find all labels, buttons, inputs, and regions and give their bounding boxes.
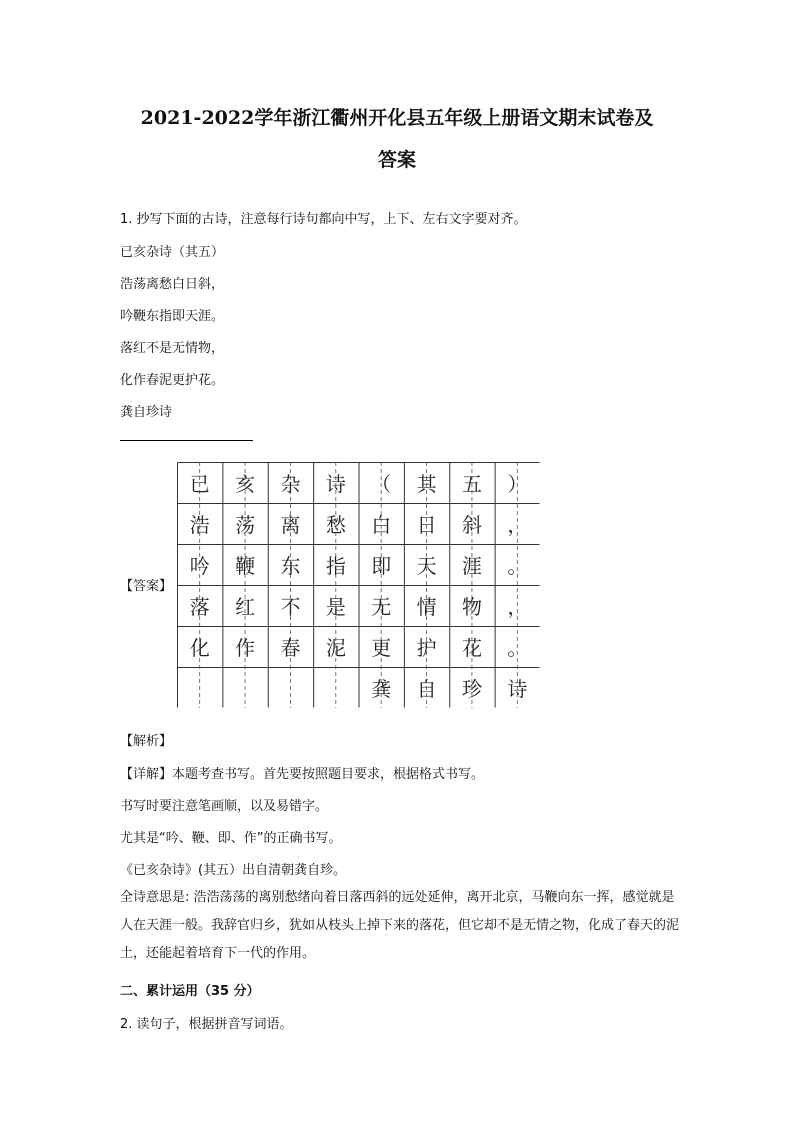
grid-cell: 已	[189, 472, 210, 496]
grid-cell: 吟	[189, 554, 210, 578]
grid-cell: 自	[416, 677, 437, 701]
grid-cell: 白	[371, 513, 392, 537]
grid-cell: 杂	[280, 472, 301, 496]
grid-cell: 春	[280, 636, 301, 660]
grid-cell: 诗	[325, 472, 346, 496]
answer-label: 【答案】	[120, 579, 173, 594]
grid-cell: 泥	[325, 636, 346, 660]
poem-line-4: 化作春泥更护花。	[120, 373, 225, 388]
grid-cell: 浩	[189, 513, 210, 537]
grid-cell: 日	[416, 513, 437, 537]
poem-line-3: 落红不是无情物，	[120, 341, 225, 356]
analysis-label: 【解析】	[120, 734, 173, 749]
grid-cell	[222, 667, 267, 708]
grid-cell: 是	[325, 595, 346, 619]
grid-cell: ，	[507, 513, 528, 537]
note-3: 《已亥杂诗》(其五）出自清朝龚自珍。	[120, 863, 347, 878]
grid-cell: 即	[371, 554, 392, 578]
note-2: 尤其是“吟、鞭、即、作”的正确书写。	[120, 831, 342, 846]
poem-line-2: 吟鞭东指即天涯。	[120, 309, 225, 324]
doc-title-line2: 答案	[377, 149, 416, 171]
poem-meaning: 全诗意思是: 浩浩荡荡的离别愁绪向着日落西斜的远处延伸，离开北京，马鞭向东一挥，感觉就是人在天涯一般。我辞官归乡，犹如从枝头上掉下来的落花，但它却不是无情之物，化成了春天的泥土，还能起着培育下一代的作用。	[120, 890, 680, 961]
grid-cell: 物	[461, 595, 482, 619]
grid-cell: 天	[416, 554, 437, 578]
poem-title: 已亥杂诗（其五）	[120, 245, 225, 260]
note-1: 书写时要注意笔画顺，以及易错字。	[120, 799, 329, 814]
grid-cell: 作	[235, 636, 256, 660]
detail-text: 【详解】本题考查书写。首先要按照题目要求，根据格式书写。	[120, 767, 485, 782]
grid-cell: 情	[416, 595, 437, 619]
grid-cell: 护	[416, 636, 437, 660]
grid-cell: 东	[280, 554, 301, 578]
grid-cell	[177, 667, 222, 708]
grid-cell: 珍	[461, 677, 482, 701]
grid-cell: 花	[461, 636, 482, 660]
poem-author: 龚自珍诗	[120, 405, 173, 420]
grid-cell: 不	[280, 595, 301, 619]
section-2-heading: 二、累计运用（35 分）	[120, 984, 260, 999]
grid-cell: 其	[416, 472, 437, 496]
grid-cell: （	[371, 472, 392, 496]
doc-title-line1: 2021-2022学年浙江衢州开化县五年级上册语文期末试卷及	[140, 107, 654, 129]
grid-cell: 离	[280, 513, 301, 537]
poem-line-1: 浩荡离愁白日斜，	[120, 277, 225, 292]
answer-blank-line	[120, 440, 253, 441]
question-1-prompt: 1. 抄写下面的古诗，注意每行诗句都向中写，上下、左右文字要对齐。	[120, 212, 527, 227]
grid-cell: 红	[235, 595, 256, 619]
grid-cell: 无	[371, 595, 392, 619]
grid-cell: ，	[507, 595, 528, 619]
grid-cell: 。	[507, 636, 528, 660]
grid-cell: 荡	[235, 513, 256, 537]
grid-cell: 。	[507, 554, 528, 578]
question-2-prompt: 2. 读句子，根据拼音写词语。	[120, 1017, 293, 1032]
grid-cell: 更	[371, 636, 392, 660]
grid-cell: 诗	[507, 677, 528, 701]
answer-grid	[177, 462, 540, 708]
grid-cell: 斜	[461, 513, 482, 537]
grid-cell: ）	[507, 472, 528, 496]
grid-cell: 化	[189, 636, 210, 660]
grid-cell	[313, 667, 358, 708]
grid-cell: 亥	[235, 472, 256, 496]
grid-cell: 五	[461, 472, 482, 496]
grid-cell: 愁	[325, 513, 346, 537]
grid-cell: 指	[325, 554, 346, 578]
grid-cell	[268, 667, 313, 708]
grid-cell: 龚	[371, 677, 392, 701]
grid-cell: 鞭	[235, 554, 256, 578]
grid-cell: 落	[189, 595, 210, 619]
grid-cell: 涯	[461, 554, 482, 578]
